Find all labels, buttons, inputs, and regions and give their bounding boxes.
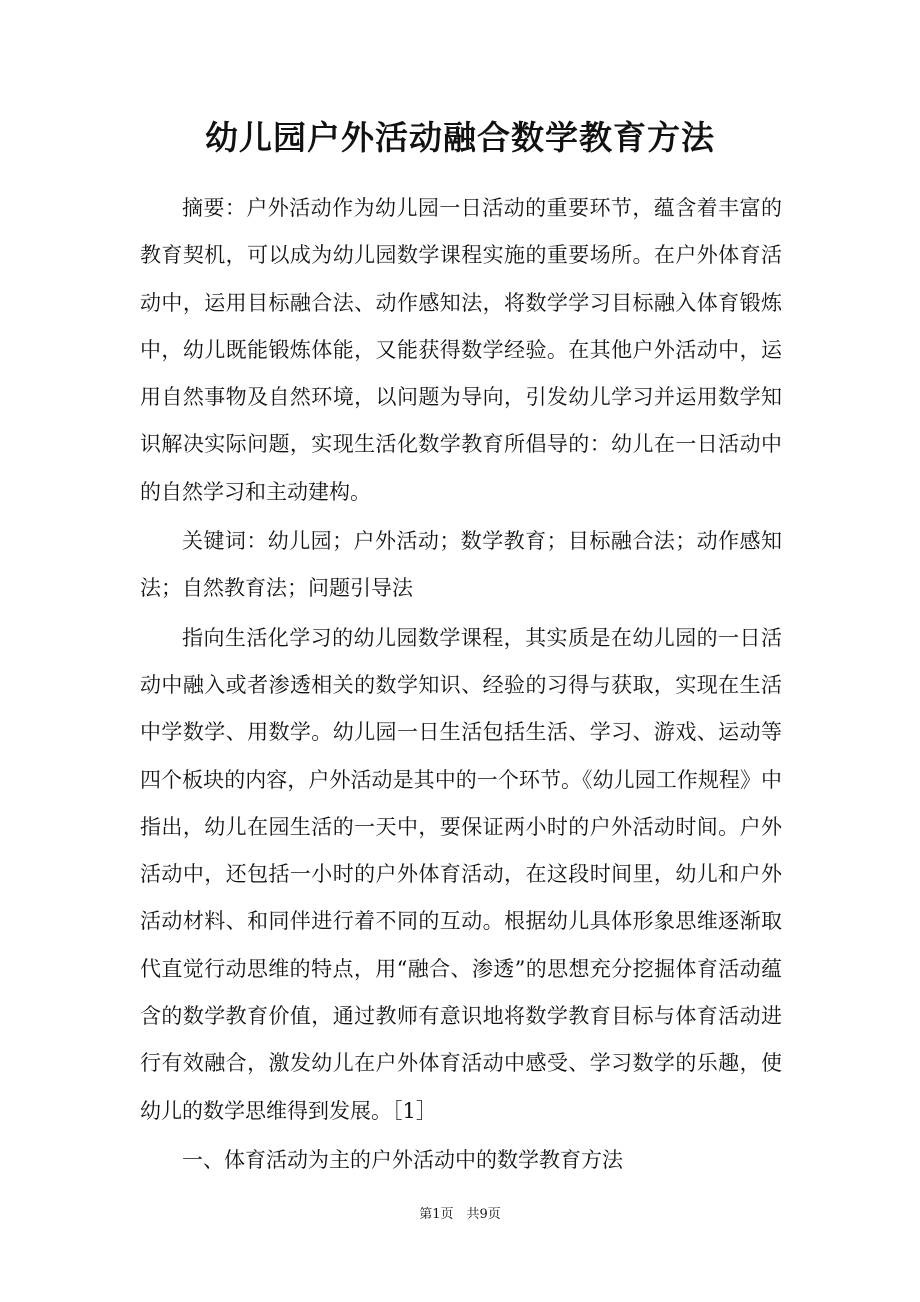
intro-paragraph: 指向生活化学习的幼儿园数学课程，其实质是在幼儿园的一日活动中融入或者渗透相关的数学知识、经验的习得与获取，实现在生活中学数学、用数学。幼儿园一日生活包括生活、学习、游戏、运动等四个板块的内容，户外活动是其中的一个环节。《幼儿园工作规程》中指出，幼儿在园生活的一天中，要保证两小时的户外活动时间。户外活动中，还包括一小时的户外体育活动，在这段时间里，幼儿和户外活动材料、和同伴进行着不同的互动。根据幼儿具体形象思维逐渐取代直觉行动思维的特点，用“融合、渗透”的思想充分挖掘体育活动蕴含的数学教育价值，通过教师有意识地将数学教育目标与体育活动进行有效融合，激发幼儿在户外体育活动中感受、学习数学的乐趣，使幼儿的数学思维得到发展。［1］ (140, 625, 782, 1123)
page-number: 第1页 共9页 (419, 1207, 501, 1222)
abstract-paragraph: 摘要：户外活动作为幼儿园一日活动的重要环节，蕴含着丰富的教育契机，可以成为幼儿园数学课程实施的重要场所。在户外体育活动中，运用目标融合法、动作感知法，将数学学习目标融入体育锻炼中，幼儿既能锻炼体能，又能获得数学经验。在其他户外活动中，运用自然事物及自然环境，以问题为导向，引发幼儿学习并运用数学知识解决实际问题，实现生活化数学教育所倡导的：幼儿在一日活动中的自然学习和主动建构。 (140, 196, 782, 504)
page-footer (0, 1205, 920, 1225)
document-body (140, 185, 782, 1184)
keywords-paragraph: 关键词：幼儿园；户外活动；数学教育；目标融合法；动作感知法；自然教育法；问题引导法 (140, 529, 782, 601)
section-heading: 一、体育活动为主的户外活动中的数学教育方法 (182, 1147, 623, 1172)
document-title: 幼儿园户外活动融合数学教育方法 (205, 118, 715, 157)
